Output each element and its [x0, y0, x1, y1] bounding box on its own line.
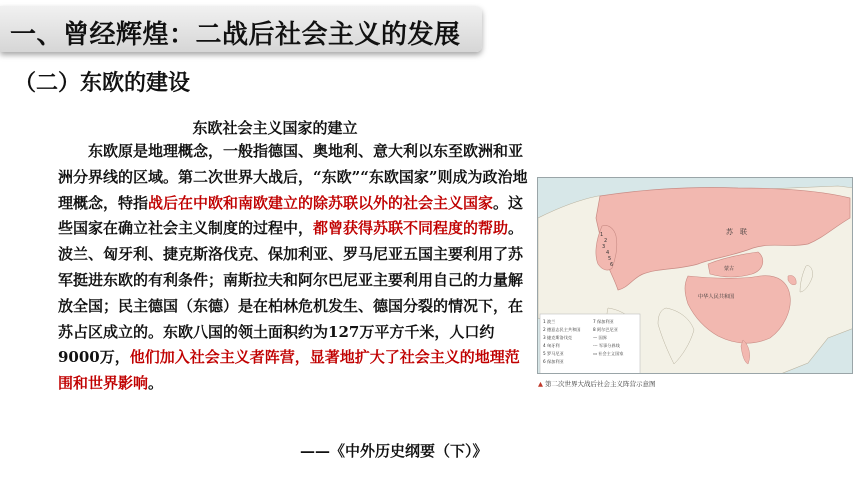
svg-text:4: 4: [606, 250, 610, 256]
map-image: [537, 177, 853, 374]
svg-text:5: 5: [608, 256, 612, 262]
map-legend-item: 6 保加利亚: [543, 359, 564, 364]
map-caption: [538, 379, 656, 388]
map-legend-item: --- 军事分界线: [593, 343, 620, 348]
socialist-camp-map: [538, 178, 853, 374]
map-legend-item: 3 捷克斯洛伐克: [543, 335, 573, 340]
svg-text:6: 6: [610, 262, 614, 268]
doc-highlight-2: 都曾获得苏联不同程度的帮助: [313, 219, 509, 238]
caption-triangle-icon: ▲: [538, 380, 543, 388]
map-legend-item: 7 保加利亚: [593, 319, 614, 324]
map-caption-text: 第二次世界大战后社会主义阵营示意图: [545, 380, 656, 388]
doc-text-3: 。波兰、匈牙利、捷克斯洛伐克、保加利亚、罗马尼亚五国主要利用了苏军挺进东欧的有利条件；南斯拉夫和阿尔巴尼亚主要利用自己的力量解放全国；民主德国（东德）是在柏林危机发生、德国分裂的情况下，在苏占区成立的。东欧八国的领土面积约为127万平方千米，人口约9000万，: [58, 219, 524, 367]
map-legend-item: 8 阿尔巴尼亚: [593, 327, 618, 332]
map-legend-item: 4 匈牙利: [543, 343, 560, 348]
svg-text:1: 1: [600, 232, 604, 238]
title-bar: [0, 6, 482, 52]
page-title: 一、曾经辉煌：二战后社会主义的发展: [10, 20, 461, 50]
document-source: ——《中外历史纲要（下）》: [300, 442, 488, 460]
document-body: [58, 139, 530, 397]
map-legend-item: ▭ 社会主义国家: [593, 351, 624, 356]
svg-text:3: 3: [602, 244, 606, 250]
doc-highlight-3: 他们加入社会主义者阵营，显著地扩大了社会主义的地理范围和世界影响: [58, 348, 520, 393]
doc-text-2: 。这些国家在确立社会主义制度的过程中，: [58, 193, 524, 238]
map-legend-item: 5 罗马尼亚: [543, 351, 564, 356]
map-legend-item: — 国界: [593, 335, 607, 340]
map-legend-item: 1 波兰: [543, 319, 556, 324]
document-heading: 东欧社会主义国家的建立: [192, 119, 358, 137]
doc-highlight-1: 战后在中欧和南欧建立的除苏联以外的社会主义国家: [148, 193, 494, 212]
section-subtitle: （二）东欧的建设: [14, 71, 191, 96]
doc-text-1: 东欧原是地理概念，一般指德国、奥地利、意大利以东至欧洲和亚洲分界线的区域。第二次世界大战后，“东欧”“东欧国家”则成为政治地理概念，特指: [58, 142, 528, 212]
svg-text:2: 2: [604, 238, 608, 244]
doc-text-4: 。: [148, 374, 164, 393]
map-label-mongolia: 蒙古: [724, 266, 735, 272]
map-legend-item: 2 德意志民主共和国: [543, 327, 581, 332]
map-label-ussr: 苏 联: [726, 228, 747, 236]
map-label-china: 中华人民共和国: [698, 294, 735, 300]
